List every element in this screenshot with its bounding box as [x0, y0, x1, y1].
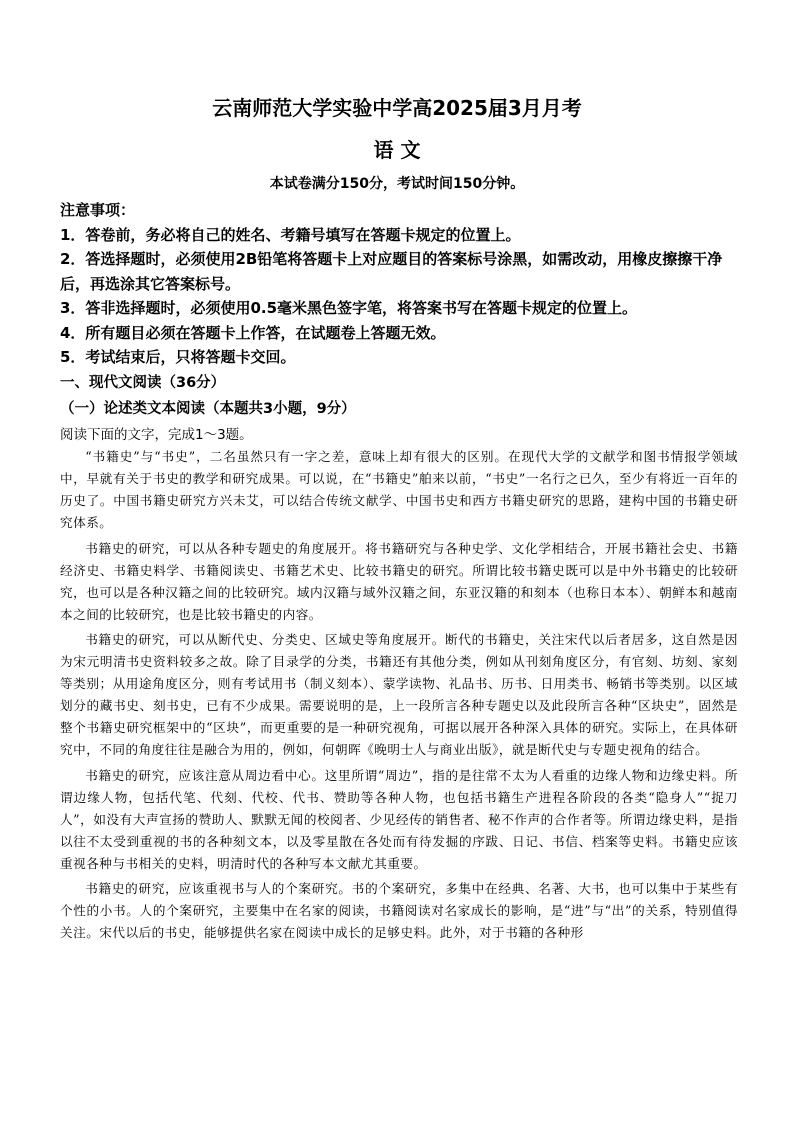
exam-title: 云南师范大学实验中学高2025届3月月考: [212, 96, 582, 120]
passage-paragraph-5: 书籍史的研究，应该重视书与人的个案研究。书的个案研究，多集中在经典、名著、大书，也可以集中于某些有个性的小书。人的个案研究，主要集中在名家的阅读，书籍阅读对名家成长的影响，是“进”与“出”的关系，特别值得关注。宋代以后的书史，能够提供名家在阅读中成长的足够史料。此外，对于书籍的各种形: [60, 881, 738, 940]
subject-title: 语 文: [373, 138, 421, 162]
section-heading-part1-1: （一）论述类文本阅读（本题共3小题，9分）: [60, 401, 356, 417]
passage-paragraph-4: 书籍史的研究，应该注意从周边看中心。这里所谓“周边”，指的是往常不太为人看重的边缘人物和边缘史料。所谓边缘人物，包括代笔、代刻、代校、代书、赞助等各种人物，也包括书籍生产进程各阶段的各类“隐身人”“捉刀人”，如没有大声宣扬的赞助人、默默无闻的校阅者、少见经传的销售者、秘不作声的合作者等。所谓边缘史料，是指以往不太受到重视的书的各种刻文本，以及零星散在各处而有待发掘的序跋、日记、书信、档案等史料。书籍史应该重视各种与书相关的史料，明清时代的各种写本文献尤其重要。: [60, 767, 738, 871]
reading-instruction: 阅读下面的文字，完成1～3题。: [60, 427, 253, 443]
passage-paragraph-3: 书籍史的研究，可以从断代史、分类史、区域史等角度展开。断代的书籍史，关注宋代以后者居多，这自然是因为宋元明清书史资料较多之故。除了目录学的分类，书籍还有其他分类，例如从刊刻角度区分，有官刻、坊刻、家刻等类别；从用途角度区分，则有考试用书（制义刻本）、蒙学读物、礼品书、历书、日用类书、畅销书等类别。以区域划分的藏书史、刻书史，已有不少成果。需要说明的是，上一段所言各种专题史以及此段所言各种“区块史”，固然是整个书籍史研究框架中的“区块”，而更重要的是一种研究视角，可据以展开各种深入具体的研究。实际上，在具体研究中，不同的角度往往是融合为用的，例如，何朝晖《晚明士人与商业出版》，就是断代史与专题史视角的结合。: [60, 632, 738, 757]
note-item-3: 3．答非选择题时，必须使用0.5毫米黑色签字笔，将答案书写在答题卡规定的位置上。: [60, 299, 638, 317]
note-item-5: 5．考试结束后，只将答题卡交回。: [60, 348, 296, 366]
notes-block: [60, 198, 740, 370]
section-heading-part1: 一、现代文阅读（36分）: [60, 375, 226, 391]
note-item-2: 2．答选择题时，必须使用2B铅笔将答题卡上对应题目的答案标号涂黑，如需改动，用橡皮擦擦干净后，再选涂其它答案标号。: [60, 250, 723, 293]
note-item-1: 1．答卷前，务必将自己的姓名、考籍号填写在答题卡规定的位置上。: [60, 225, 521, 244]
note-item-4: 4．所有题目必须在答题卡上作答，在试题卷上答题无效。: [60, 323, 446, 342]
passage: [60, 446, 738, 948]
passage-paragraph-2: 书籍史的研究，可以从各种专题史的角度展开。将书籍研究与各种史学、文化学相结合，开展书籍社会史、书籍经济史、书籍史料学、书籍阅读史、书籍艺术史、比较书籍史的研究。所谓比较书籍史既可以是中外书籍史的比较研究，也可以是各种汉籍之间的比较研究。域内汉籍与域外汉籍之间，东亚汉籍的和刻本（也称日本本）、朝鲜本和越南本之间的比较研究，也是比较书籍史的内容。: [60, 540, 738, 622]
notes-heading: 注意事项：: [60, 201, 136, 219]
passage-paragraph-1: “书籍史”与“书史”，二名虽然只有一字之差，意味上却有很大的区别。在现代大学的文献学和图书情报学领域中，早就有关于书史的教学和研究成果。可以说，在“书籍史”舶来以前，“书史”一名行之已久，至少有将近一百年的历史了。中国书籍史研究方兴未艾，可以结合传统文献学、中国书史和西方书籍史研究的思路，建构中国的书籍史研究体系。: [60, 449, 738, 530]
exam-info: 本试卷满分150分，考试时间150分钟。: [269, 176, 525, 192]
